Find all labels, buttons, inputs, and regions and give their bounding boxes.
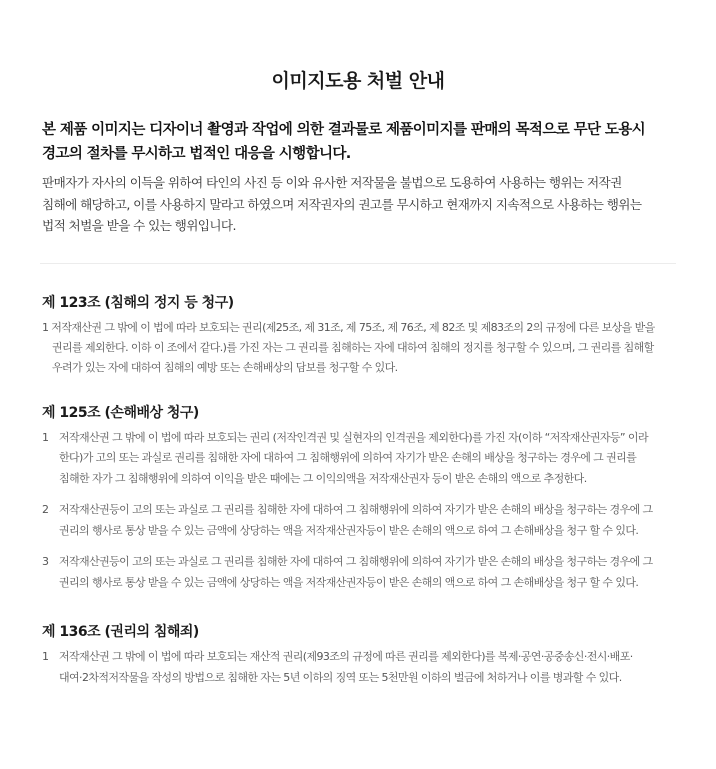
intro-line: 침해에 해당하고, 이를 사용하지 말라고 하였으며 저작권자의 권고를 무시하고 현재까지 지속적으로 사용하는 행위는 (42, 196, 642, 212)
article-title: 제 136조 (권리의 침해죄) (42, 624, 199, 640)
item-text (59, 428, 648, 490)
item-line: 침해한 자가 그 침해행위에 의하여 이익을 받은 때에는 그 이익의액을 저작재산권자 등이 받은 손해의 액으로 추정한다. (59, 471, 587, 485)
item-number: 2 (42, 503, 49, 516)
item-number: 1 (42, 430, 49, 444)
item-line: 저작재산권 그 밖에 이 법에 따라 보호되는 재산적 권리(제93조의 규정에 따른 권리를 제외한다)를 복제·공연·공중송신·전시·배포· (59, 650, 633, 663)
article-125 (42, 402, 676, 594)
page-title: 이미지도용 처벌 안내 (271, 70, 445, 92)
item-line: 저작재산권등이 고의 또는 과실로 그 권리를 침해한 자에 대하여 그 침해행위에 의하여 자기가 받은 손해의 배상을 청구하는 경우에 그 (59, 503, 653, 516)
article-line: 1 저작재산권 그 밖에 이 법에 따라 보호되는 권리(제25조, 제 31조, 제 75조, 제 76조, 제 82조 및 제83조의 2의 규정에 다른 보상을 받을 (42, 320, 655, 334)
item-text (59, 552, 653, 593)
article-title: 제 125조 (손해배상 청구) (42, 404, 199, 421)
item-number: 1 (42, 650, 49, 663)
article-line: 권리를 제외한다. 이하 이 조에서 같다.)를 가진 자는 그 권리를 침해하는 자에 대하여 침해의 정지를 청구할 수 있으며, 그 권리를 침해할 (52, 340, 654, 354)
item-line: 권리의 행사로 통상 받을 수 있는 금액에 상당하는 액을 저작재산권자등이 받은 손해의 액으로 하여 그 손해배상을 청구 할 수 있다. (59, 575, 639, 589)
article-item (42, 428, 676, 490)
item-line: 저작재산권등이 고의 또는 과실로 그 권리를 침해한 자에 대하여 그 침해행위에 의하여 자기가 받은 손해의 배상을 청구하는 경우에 그 (59, 555, 653, 568)
article-title: 제 123조 (침해의 정지 등 청구) (42, 294, 234, 311)
intro-paragraph (42, 172, 676, 237)
article-123 (42, 292, 676, 378)
article-item (42, 500, 676, 541)
item-text (59, 500, 653, 541)
intro-line: 법적 처벌을 받을 수 있는 행위입니다. (42, 218, 236, 233)
article-item (42, 647, 676, 688)
article-item (42, 552, 676, 593)
item-line: 권리의 행사로 통상 받을 수 있는 금액에 상당하는 액을 저작재산권자등이 받은 손해의 액으로 하여 그 손해배상을 청구 할 수 있다. (59, 523, 639, 537)
item-line: 저작재산권 그 밖에 이 법에 따라 보호되는 권리 (저작인격권 및 실현자의 인격권을 제외한다)를 가진 자(이하 “저작재산권자등” 이라 (59, 430, 648, 444)
lead-line: 경고의 절차를 무시하고 법적인 대응을 시행합니다. (42, 146, 351, 162)
article-line: 우려가 있는 자에 대하여 침해의 예방 또는 손해배상의 담보를 청구할 수 있다. (52, 360, 398, 374)
item-line: 한다)가 고의 또는 과실로 권리를 침해한 자에 대하여 그 침해행위에 의하여 자기가 받은 손해의 배상을 청구하는 경우에 그 권리를 (59, 451, 637, 464)
item-number: 3 (42, 555, 49, 568)
article-136 (42, 621, 676, 688)
article-body (42, 318, 676, 378)
lead-line: 본 제품 이미지는 디자이너 촬영과 작업에 의한 결과물로 제품이미지를 판매의 목적으로 무단 도용시 (42, 122, 646, 138)
item-text (59, 647, 633, 688)
section-divider (40, 263, 676, 264)
intro-line: 판매자가 자사의 이득을 위하여 타인의 사진 등 이와 유사한 저작물을 불법으로 도용하여 사용하는 행위는 저작권 (42, 175, 622, 190)
lead-statement (42, 118, 676, 166)
item-line: 대여·2차적저작물을 작성의 방법으로 침해한 자는 5년 이하의 징역 또는 5천만원 이하의 벌금에 처하거나 이를 병과할 수 있다. (59, 670, 622, 684)
